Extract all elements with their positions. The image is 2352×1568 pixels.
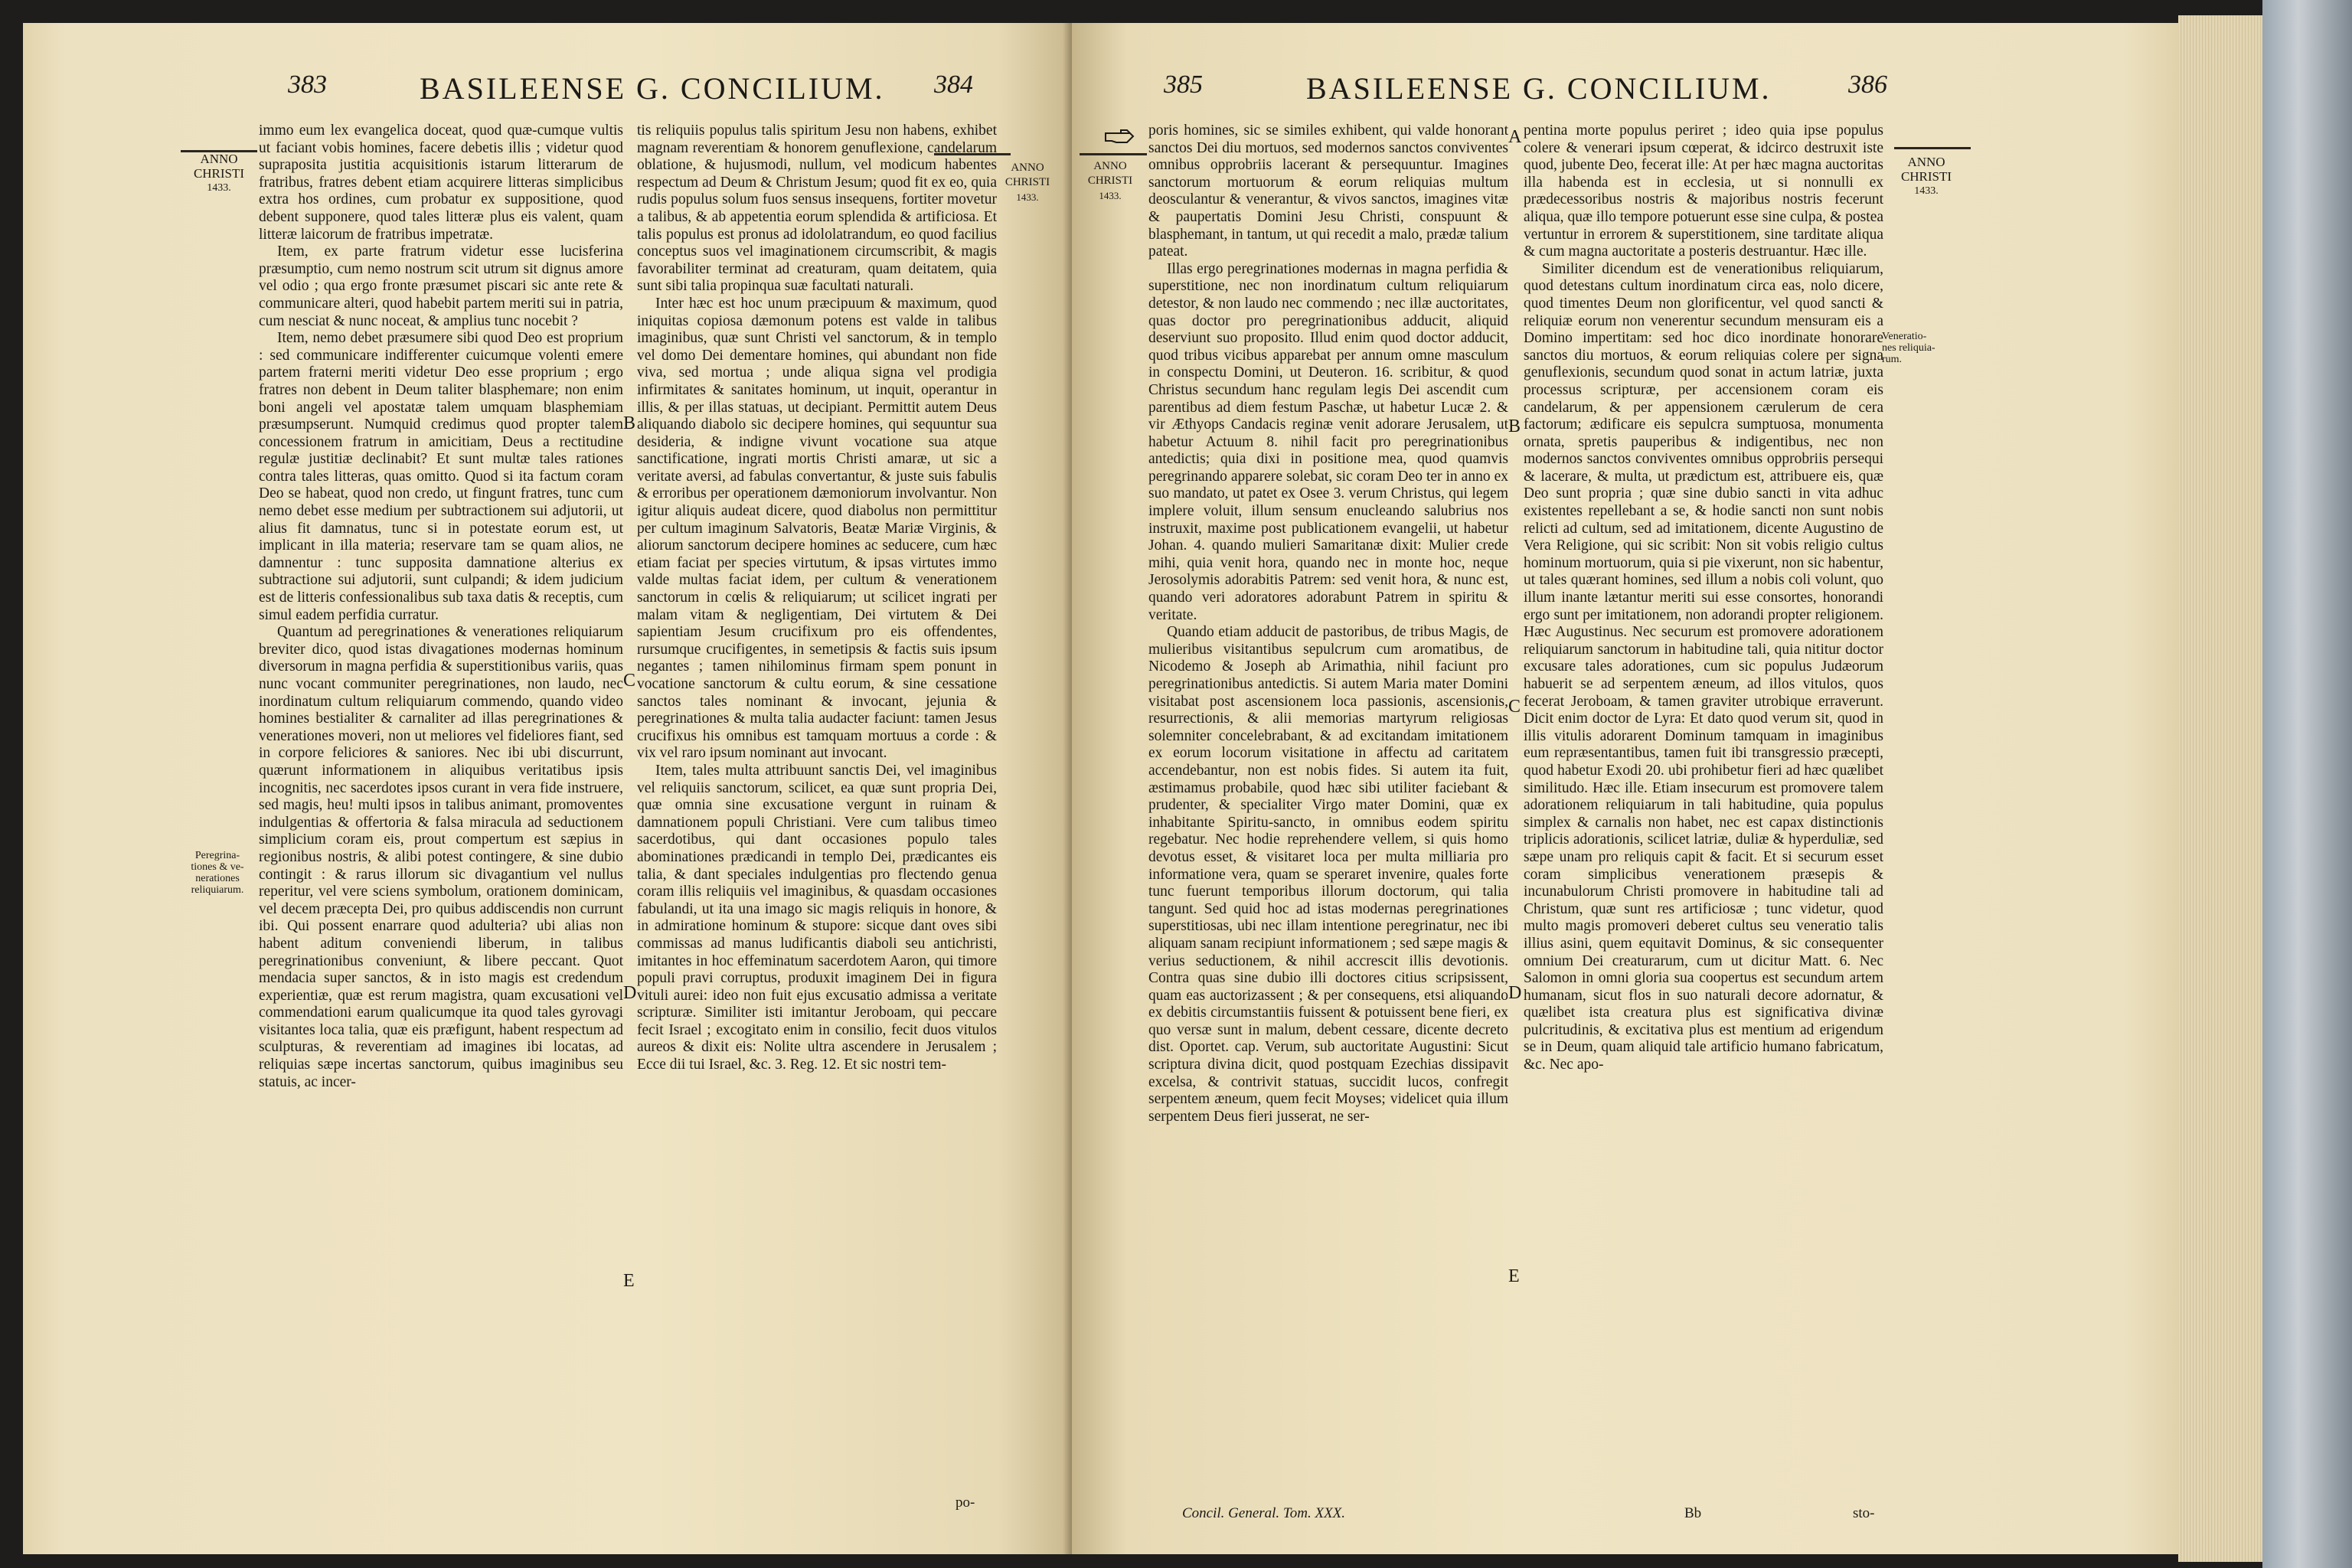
left-page-column-2 xyxy=(637,122,997,1074)
catchword-right: sto- xyxy=(1853,1505,1875,1521)
running-title-right: BASILEENSE G. CONCILIUM. xyxy=(1306,71,1772,106)
page-number-383: 383 xyxy=(288,70,327,99)
paragraph: Similiter dicendum est de venerationibus reliquiarum, quod detestans cultum inordinatum circa eas, nolo dicere, quod timentes Deum non glorificentur, vel quod sancti & reliquiæ eorum non venerentur secundum mensuram eis a Domino impertitam: sed hoc dico inordinate honorare sanctos diu mortuos, & eorum reliquias colere per signa genuflexionis, secundum quod sonat in actum latriæ, juxta processus scripturæ, per accensionem coram eis candelarum, & per appensionem cærulerum de cera factorum; ædificare eis sepulcra sumptuosa, monumenta ornata, spretis pauperibus & indigentibus, nec non modernos sanctos conviventes omnibus opprobriis persequi & lacerare, & multa, ut prædictum est, attribuere eis, quæ Deo sunt propria ; quæ sine dubio sancti in vita adhuc existentes repellebant a se, & hodie sancti non sunt nobis relicti ad cultum, sed ad imitationem, dicente Augustino de Vera Religione, qui sic scribit: Non sit vobis religio cultus hominum mortuorum, quia si pie vixerunt, non sic habentur, ut tales quærant homines, sed illum a nobis coli volunt, quo illum inante lætantur meriti sui esse consortes, honorandi ergo sunt per imitationem, non adorandi propter religionem. Hæc Augustinus. Nec securum est promovere adorationem reliquiarum sanctorum in habitudine tali, quia nititur doctor excusare tales adorationes, cum sic populus Judæorum habuerit se ad serpentem æneum, ad illos vitulos, quos fecerat Jeroboam, & tamen graviter utrobique erraverunt. Dicit enim doctor de Lyra: Et dato quod verum sit, quod in illis vitulis adorarent Dominum tamquam in imaginibus eum repræsentantibus, tamen fuit ibi transgressio præcepti, quod habetur Exodi 20. ubi prohibetur fieri ad hæc quælibet similitudo. Hæc ille. Etiam insecurum est promovere talem adorationem reliquiarum in tali habitudine, quia populus simplex & carnalis non habet, nec est capax distinctionis triplicis adorationis, scilicet latriæ, duliæ & hyperduliæ, sed sæpe unam pro reliquis capit & facit. Et si securum esset coram simplicibus venerationem præsepis & incunabulorum Christi promovere in habitudine tali ad Christum, quæ sunt res artificiosæ ; tunc videtur, quod multo magis promoveri deberet cultus seu veneratio talis illius asini, quem equitavit Dominus, & sic consequenter omnium Dei creaturarum, cum ut dicitur Matt. 6. Nec Salomon in omni gloria sua coopertus est secundum artem humanam, sicut flos in suo naturali decore adornatur, & quælibet ista creatura plus est significativa divinæ pulcritudinis, & excitativa plus est mentium ad erigendum se in Deum, quam aliquid tale artificio humano fabricatum, &c. Nec apo- xyxy=(1524,260,1883,1073)
paragraph: Illas ergo peregrinationes modernas in magna perfidia & superstitione, nec non inordinatum cultum reliquiarum detestor, & non laudo nec commendo ; nec illæ auctoritates, quas doctor pro peregrinationibus adducit, aliquid deserviunt suo proposito. Illud enim quod doctor adducit, quod tribus vicibus apparebat per annum omne masculum in conspectu Domini, ut Deuteron. 16. scribitur, & quod Christus secundum hanc regulam legis Dei ascendit cum parentibus ad diem festum Paschæ, ut habetur Lucæ 2. & vir Æthyops Candacis reginæ venit adorare Jerusalem, ut habetur Actuum 8. nihil facit pro peregrinationibus antedictis; quia dixi in positione mea, quod quamvis peregrinando apparere solebat, sic coram Deo ter in anno ex suo mandato, ut patet ex Osee 3. verum Christus, qui legem implere voluit, illum sensum enucleando salubrius nos instruxit, maxime post publicationem evangelii, ut habetur Johan. 4. quando mulieri Samaritanæ dixit: Mulier crede mihi, quia venit hora, quando nec in monte hoc, neque Jerosolymis adorabitis Patrem: sed venit hora, & nunc est, quando veri adoratores adorabunt Patrem in spiritu & veritate. xyxy=(1148,260,1508,623)
catchword-left: po- xyxy=(956,1494,975,1511)
side-note-peregrinationes: Peregrina- tiones & ve- nerationes reliquiarum. xyxy=(191,850,244,896)
margin-rule xyxy=(1894,147,1971,149)
right-page-column-2 xyxy=(1524,122,1883,1074)
page-fore-edge xyxy=(2178,15,2262,1562)
page-number-385: 385 xyxy=(1164,70,1203,99)
anno-christi-note: ANNO CHRISTI 1433. xyxy=(1900,155,1952,197)
side-note-venerationes: Veneratio- nes reliquia- rum. xyxy=(1882,331,1936,365)
section-letter: D xyxy=(623,983,637,1003)
section-letter: A xyxy=(1508,127,1522,147)
paragraph: Quantum ad peregrinationes & venerationes reliquiarum breviter dico, quod istas divagationes modernas hominum diversorum in magna perfidia & superstitionibus variis, quas nunc vocant communiter peregrinationes, non laudo, nec inordinatum cultum reliquiarum commendo, quando video homines bestialiter & carnaliter ad illas peregrinationes & venerationes moveri, non ut meliores vel fideliores fiant, sed in corpore feliciores & saniores. Nec ibi ubi discurrunt, quærunt informationem in aliquibus veritatibus ipsis incognitis, nec sacerdotes ipsos curant in vera fide instruere, sed magis, heu! multi ipsos in talibus animant, promoventes indulgentias & offertoria & falsa miracula ad seductionem simplicium coram eis, prout compertum est sæpius in regionibus nostris, & alibi potest contingere, & sine dubio contingit : & rarus illorum sic divagantium vel nullus reperitur, vel vere sciens symbolum, orationem dominicam, vel decem præcepta Dei, pro quibus addiscendis non currunt ibi. Qui possent enarrare quod adulteria? ubi alias non habent aditum conveniendi liberum, in talibus peregrinationibus conveniunt, & libere peccant. Quot mendacia super sanctos, & in isto magis est credendum experientiæ, quæ est rerum magistra, quam excusationi vel commendationi earum qualicumque ita quod tales gyrovagi visitantes loca talia, quæ eis præfigunt, habent respectum ad sculpturas, & reverentiam ad imagines ibi locatas, ad reliquias sæpe incertas sanctorum, quibus imaginibus seu statuis, ac incer- xyxy=(259,624,623,1090)
section-letter: E xyxy=(623,1271,635,1291)
anno-christi-note: ANNO CHRISTI 1433. xyxy=(1087,160,1133,201)
page-number-384: 384 xyxy=(934,70,973,99)
section-letter: E xyxy=(1508,1266,1520,1286)
signature-mark: Bb xyxy=(1684,1505,1702,1521)
paragraph: pentina morte populus periret ; ideo quia ipse populus colere & venerari ipsum cœperat, & idcirco destruxit iste quod, jubente Deo, fecerat ille: At per hæc magna auctoritas illa habenda est in ecclesia, ut si nonnulli ex prædecessoribus nostris & majoribus nostris fecerunt aliqua, quæ illo tempore potuerunt esse sine culpa, & postea vertuntur in errorem & superstitionem, sine tarditate aliqua & cum magna auctoritate a posteris destruantur. Hæc ille. xyxy=(1524,122,1883,260)
paragraph: Inter hæc est hoc unum præcipuum & maximum, quod iniquitas copiosa dæmonum potens est valde in talibus imaginibus, quæ sunt Christi vel sanctorum, & in templo vel domo Dei dementare homines, qui abundant non fide viva, sed mortua ; unde aliqua signa vel prodigia infirmitates & sanitates hominum, ut inquit, operantur in illis, & per illas statuas, ut decipiant. Permittit autem Deus aliquando diabolo sic decipere homines, qui sequuntur sua desideria, & indigne vivunt vocatione sua atque sanctificatione, ingrati mortis Christi amaræ, ut sic a veritate aversi, ad fabulas convertantur, & juste suis fabulis & erroribus per operationem dæmoniorum involvantur. Non igitur aliquis audeat dicere, quod diabolus non permittitur per cultum imaginum Salvatoris, Beatæ Mariæ Virginis, & aliorum sanctorum decipere homines ac seducere, cum hæc etiam faciat per species virtutum, & ipsas virtutes immo valde multas faciat idem, per cultum & venerationem sanctorum in cœlis & reliquiarum; ut scilicet ingrati per malam vitam & negligentiam, Dei virtutem & Dei sapientiam Jesum crucifixum pro eis offendentes, rursumque crucifigentes, in semetipsis & factis suis ipsum negantes ; tamen nihilominus firmam spem ponunt in vocatione sanctorum & cultu eorum, & sine cessatione sanctos tales nominant & invocant, jejunia & peregrinationes & multa talia audacter faciunt: tamen Jesus crucifixus his omnibus est tamquam mortuus a corde : & vix vel raro ipsum nominant aut invocant. xyxy=(637,295,997,762)
left-page-column-1 xyxy=(259,122,623,1091)
anno-christi-note: ANNO CHRISTI 1433. xyxy=(1004,162,1050,203)
footer-title: Concil. General. Tom. XXX. xyxy=(1182,1505,1346,1521)
paragraph: Item, tales multa attribuunt sanctis Dei, vel imaginibus vel reliquiis sanctorum, scilicet, ea quæ sunt propria Dei, quæ omnia sine excusatione vergunt in ruinam & damnationem populi Christiani. Vere cum talibus timeo sacerdotibus, qui dant occasiones populo tales abominationes prædicandi in templo Dei, prædicantes eis talia, & dant speciales indulgentias pro flectendo genua coram illis reliquiis vel imaginibus, & quasdam occasiones fabulandi, ut ita una imago sic magis reliquis in honore, & in admiratione hominum & stupore: sicque dant oves sibi commissas ad manus ludificantis diaboli seu antichristi, imitantes in hoc effeminatum sacerdotem Aaron, qui timore populi pravi corruptus, produxit imaginem Dei in figura vituli aurei: ideo non fuit ejus excusatio admissa a veritate scripturæ. Similiter isti imitantur Jeroboam, qui peccare fecit Israel ; excogitato enim in consilio, fecit duos vitulos aureos & dixit eis: Nolite ultra ascendere in Jerusalem ; Ecce dii tui Israel, &c. 3. Reg. 12. Et sic nostri tem- xyxy=(637,762,997,1073)
anno-christi-note: ANNO CHRISTI 1433. xyxy=(193,152,245,194)
right-page-column-1 xyxy=(1148,122,1508,1125)
paragraph: poris homines, sic se similes exhibent, qui valde honorant sanctos Dei diu mortuos, sed modernos sanctos conviventes omnibus opprobriis lacerant & persequuntur. Imagines sanctorum mortuorum & eorum reliquias multum deosculantur & venerantur, & vivos sanctos, imagines vitæ & paupertatis Domini Jesu Christi, conspuunt & blasphemant, in tantum, ut qui recedit a malo, prædæ talium pateat. xyxy=(1148,122,1508,260)
section-letter: C xyxy=(623,671,636,691)
margin-rule xyxy=(1080,153,1147,155)
paragraph: tis reliquiis populus talis spiritum Jesu non habens, exhibet magnam reverentiam & honorem genuflexione, candelarum oblatione, & hujusmodi, nullum, vel modicum habentes respectum ad Deum & Christum Jesum; quod fit ex eo, quia rudis populus solum fuos sensus insequens, fortiter movetur a talibus, & ab appetentia eorum splendida & artificiosa. Et talis populus est pronus ad idololatrandum, eo quod facilius conceptus suos vel imaginationem circumscribit, & magis favorabiliter terminat ad creaturam, quam deitatem, quia sunt sibi talia propinqua suæ facultati naturali. xyxy=(637,122,997,295)
pointing-hand-icon xyxy=(1104,127,1135,147)
paragraph: Item, nemo debet præsumere sibi quod Deo est proprium : sed communicare indifferenter cuicumque volenti emere partem fraterni meriti videtur Deo esse proprium ; ergo fratres non debent in Deum taliter blasphemare; non enim boni angeli vel apostatæ talem umquam blasphemiam præsumpserunt. Numquid credimus quod propter talem concessionem fratrum in amicitiam, Deus a rectitudine regulæ justitiæ declinabit? Et sunt multæ tales rationes contra tales litteras, quas omitto. Quod si ita factum coram Deo se habeat, quod non credo, ut fingunt fratres, tunc cum nemo debet esse medium per subtractionem sui adjutorii, ut alius fit damnatus, tunc si in potestate eorum est, ut implicant in illa materia; reservare tam se quam alios, ne damnentur : tunc supposita damnatione alterius ex subtractione sui adjutorii, sunt culpandi; & idem judicium est de litteris confessionalibus sub taxa datis & receptis, cum simul eadem perfidia curratur. xyxy=(259,330,623,623)
section-letter: D xyxy=(1508,983,1522,1003)
paragraph: Item, ex parte fratrum videtur esse lucisferina præsumptio, cum nemo nostrum scit utrum sit dignus amore vel odio ; qua ergo fronte præsumet piscari sic ante rete & communicare alteri, quod habebit partem meriti sui in patria, cum nesciat & nunc noceat, & amplius tunc nocebit ? xyxy=(259,243,623,329)
running-title-left: BASILEENSE G. CONCILIUM. xyxy=(420,71,885,106)
section-letter: B xyxy=(623,413,636,433)
paragraph: Quando etiam adducit de pastoribus, de tribus Magis, de mulieribus visitantibus sepulcrum cum aromatibus, de Nicodemo & Joseph ab Arimathia, nihil faciunt pro peregrinationibus antedictis. Si autem Maria mater Domini visitabat post ascensionem loca passionis, ascensionis, resurrectionis, & alii memorias martyrum religiosas solemniter concelebrabant, & ad excitandam imitationem ex eorum locorum visitatione in affectu ad caritatem accendebantur, non est nobis fides. Si autem ita fuit, æstimamus probabile, quod hæc sibi utiliter faciebant & prudenter, & specialiter Virgo mater Domini, quæ ex inhabitante Spiritu-sancto, in omnibus eodem spiritu regebatur. Nec hodie reprehendere vellem, si quis homo devotus esset, & visitaret loca per multa milliaria pro informatione vera, quam se speraret invenire, quales forte tunc fuerunt temporibus illorum doctorum, qui talia tangunt. Sed quid hoc ad istas modernas peregrinationes superstitiosas, ubi nec illam intentione peregrinatur, nec ibi aliquam sanam recipiunt informationem ; sed sæpe magis & verius seductionem, & nihil accrescit illis devotionis. Contra quas sine dubio illi doctores citius scripsissent, quam eas auctorizassent ; & per consequens, etsi aliquando ex debitis circumstantiis fuissent & potuissent bene fieri, ex quo versæ sunt in malum, debent cessare, dicente decreto dist. Oportet. cap. Verum, sub auctoritate Augustini: Sicut scriptura divina dicit, quod postquam Ezechias dissipavit excelsa, & contrivit statuas, succidit lucos, confregit serpentem æneum, quem fecit Moyses; videlicet quia illum serpentem Deus fieri jusserat, ne ser- xyxy=(1148,624,1508,1125)
page-number-386: 386 xyxy=(1848,70,1887,99)
background-edge xyxy=(2262,0,2352,1568)
section-letter: B xyxy=(1508,416,1521,436)
section-letter: C xyxy=(1508,697,1521,717)
paragraph: immo eum lex evangelica doceat, quod quæ-cumque vultis ut faciant vobis homines, facere debetis illis ; videtur quod supraposita justitia acquisitionis istarum litterarum de fratribus, fratres debent etiam acquirere litteras simplicibus extra hos ordines, cum probatur ex suppositione, quod debent supponere, quod tales litteræ plus eis valent, quam litteræ laicorum de fratribus impetratæ. xyxy=(259,122,623,243)
